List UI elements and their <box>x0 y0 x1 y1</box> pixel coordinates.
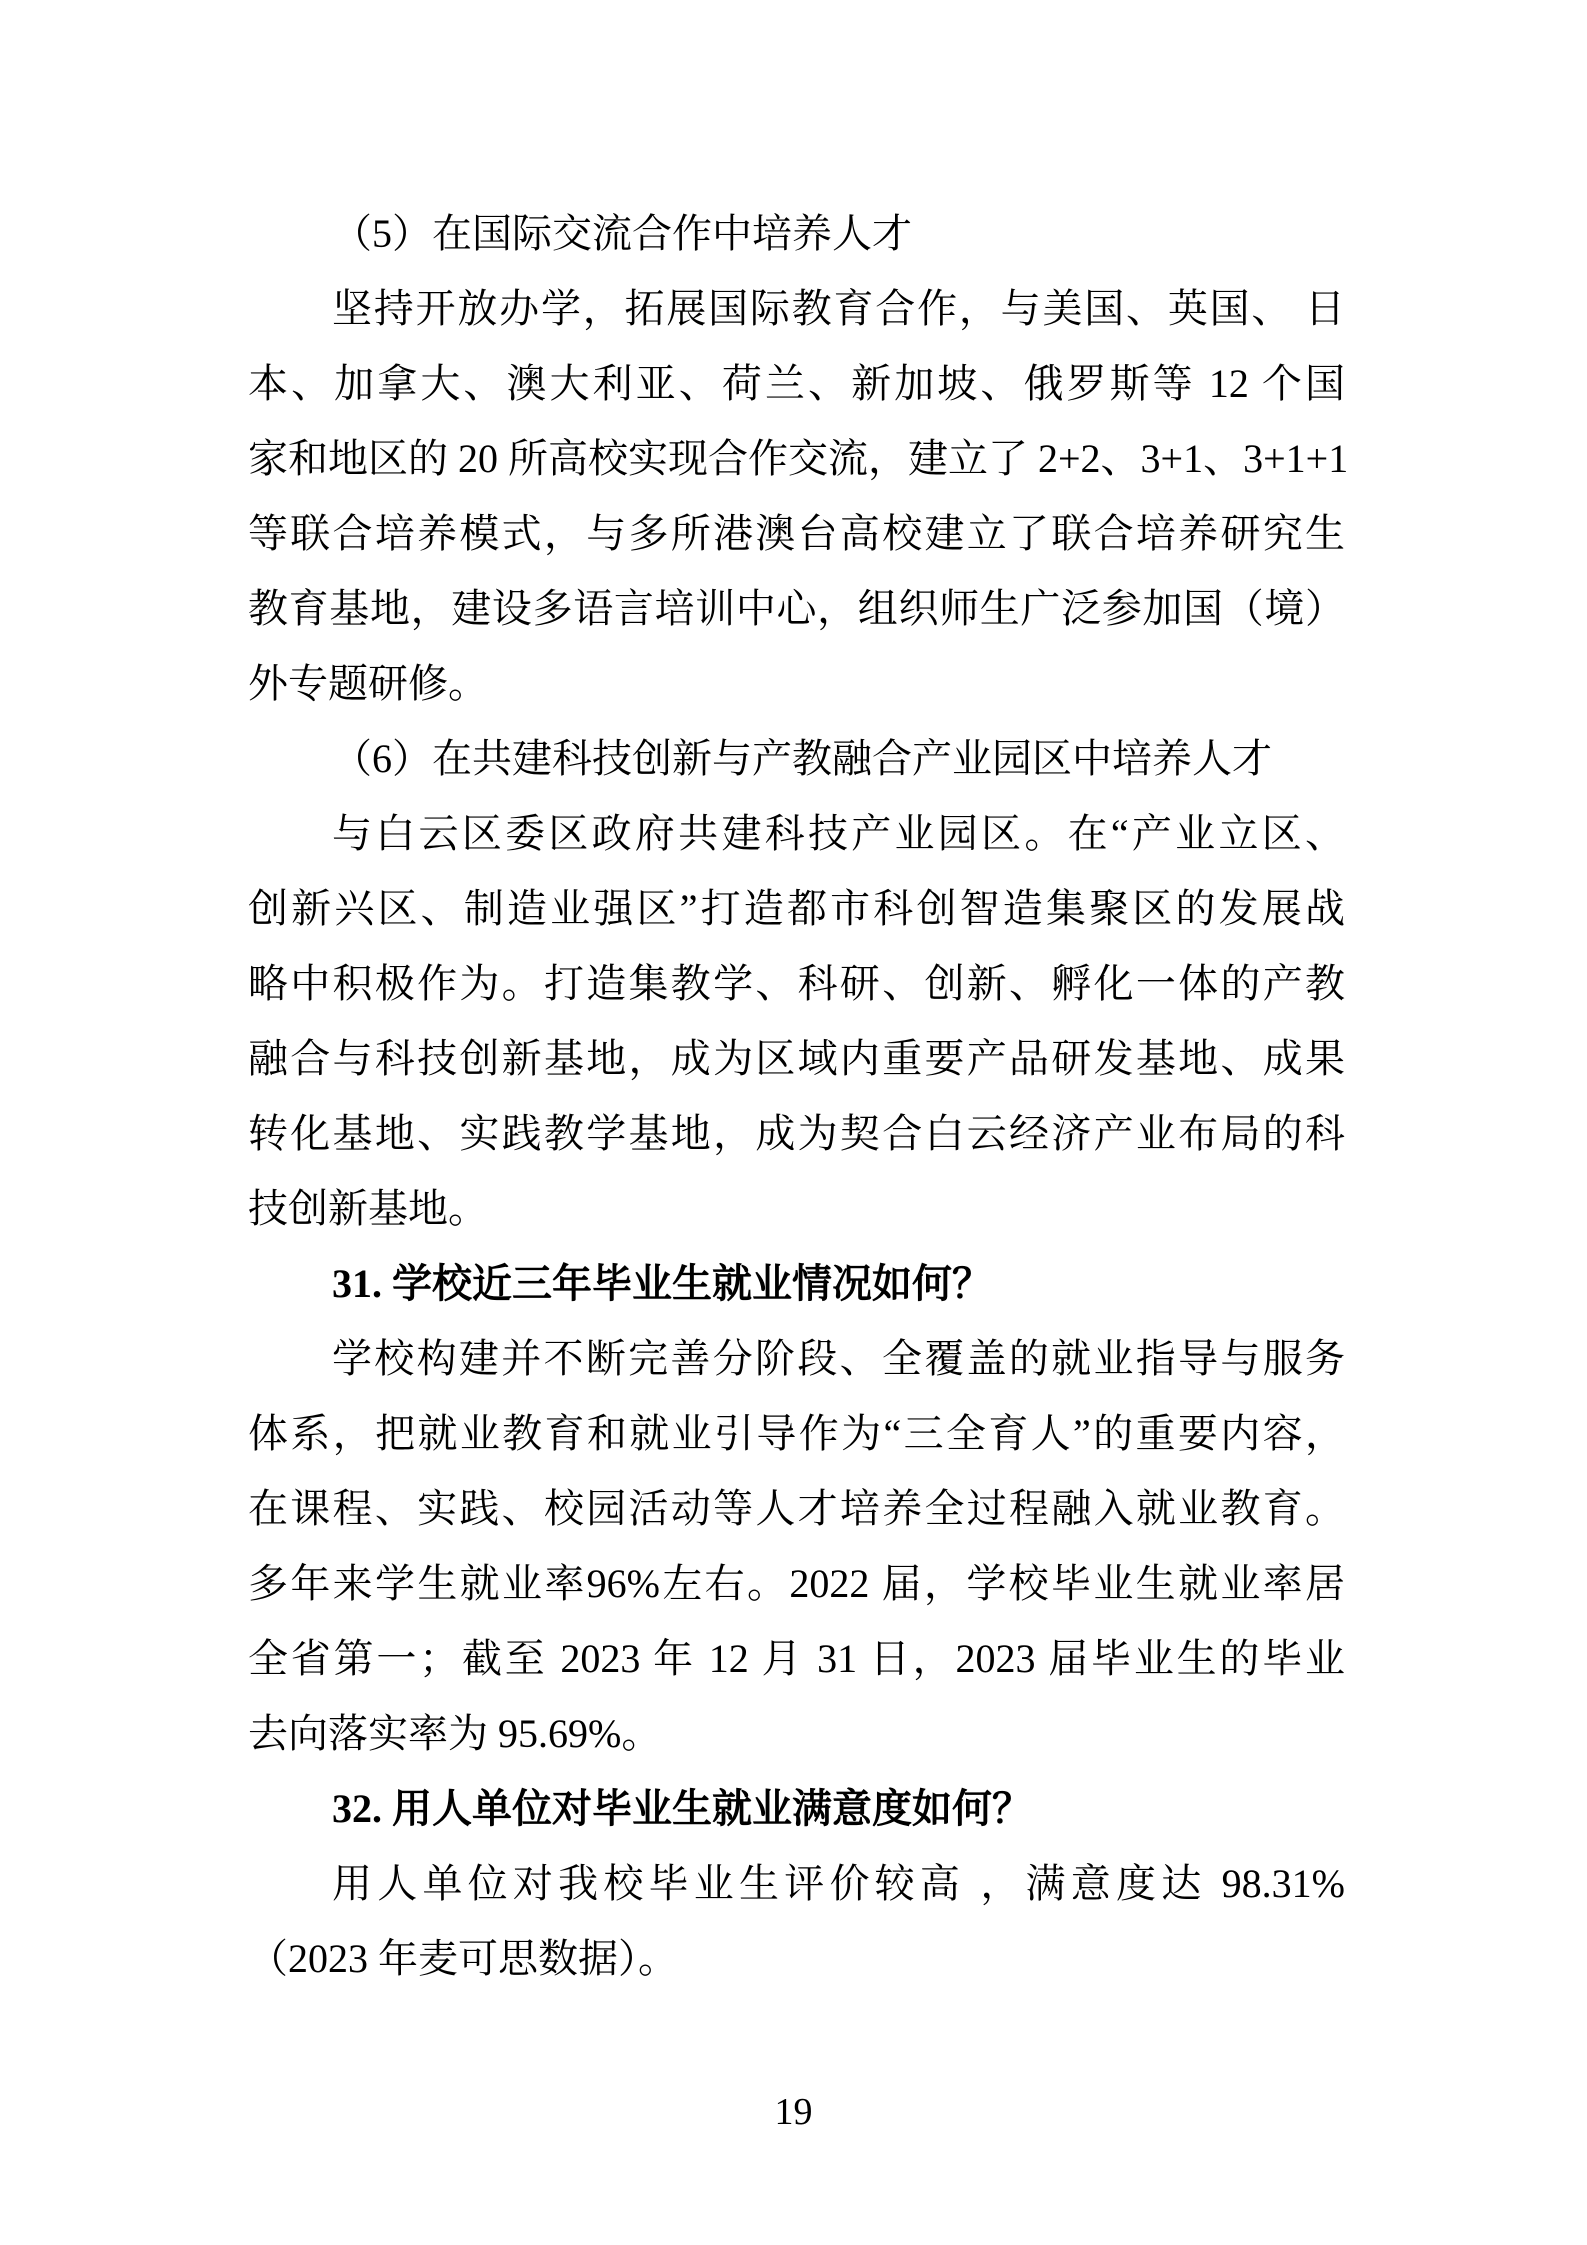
question-line: 32. 用人单位对毕业生就业满意度如何？ <box>332 1786 1032 1831</box>
paragraph-line: 体系，把就业教育和就业引导作为“三全育人”的重要内容， <box>248 1411 1345 1456</box>
paragraph-line: 家和地区的 20 所高校实现合作交流，建立了 2+2、3+1、3+1+1 <box>248 436 1349 481</box>
paragraph-line: 融合与科技创新基地，成为区域内重要产品研发基地、成果 <box>248 1036 1345 1081</box>
subheading-line: （5）在国际交流合作中培养人才 <box>332 211 912 256</box>
paragraph-line: 技创新基地。 <box>248 1186 488 1231</box>
paragraph-line: 转化基地、实践教学基地，成为契合白云经济产业布局的科 <box>248 1111 1345 1156</box>
paragraph-line: 本、加拿大、澳大利亚、荷兰、新加坡、俄罗斯等 12 个国 <box>248 361 1345 406</box>
paragraph-line: （2023 年麦可思数据）。 <box>248 1936 678 1981</box>
question-line: 31. 学校近三年毕业生就业情况如何？ <box>332 1261 992 1306</box>
paragraph-line: 全省第一；截至 2023 年 12 月 31 日，2023 届毕业生的毕业 <box>248 1636 1345 1681</box>
paragraph-line: 学校构建并不断完善分阶段、全覆盖的就业指导与服务 <box>332 1336 1345 1381</box>
subheading-line: （6）在共建科技创新与产教融合产业园区中培养人才 <box>332 736 1272 781</box>
paragraph-line: 坚持开放办学，拓展国际教育合作，与美国、英国、 日 <box>332 286 1345 331</box>
paragraph-line: 略中积极作为。打造集教学、科研、创新、孵化一体的产教 <box>248 961 1345 1006</box>
paragraph-line: 去向落实率为 95.69%。 <box>248 1711 662 1756</box>
paragraph-line: 创新兴区、制造业强区”打造都市科创智造集聚区的发展战 <box>248 886 1345 931</box>
page-number: 19 <box>774 2091 813 2133</box>
paragraph-line: 教育基地，建设多语言培训中心，组织师生广泛参加国（境） <box>248 586 1345 631</box>
paragraph-line: 在课程、实践、校园活动等人才培养全过程融入就业教育。 <box>248 1486 1345 1531</box>
paragraph-line: 外专题研修。 <box>248 661 488 706</box>
paragraph-line: 多年来学生就业率96%左右。2022 届，学校毕业生就业率居 <box>248 1561 1345 1606</box>
paragraph-line: 等联合培养模式，与多所港澳台高校建立了联合培养研究生 <box>248 511 1345 556</box>
paragraph-line: 用人单位对我校毕业生评价较高 ，满意度达 98.31% <box>332 1861 1345 1906</box>
document-body <box>248 196 1349 1996</box>
paragraph-line: 与白云区委区政府共建科技产业园区。在“产业立区、 <box>332 811 1345 856</box>
